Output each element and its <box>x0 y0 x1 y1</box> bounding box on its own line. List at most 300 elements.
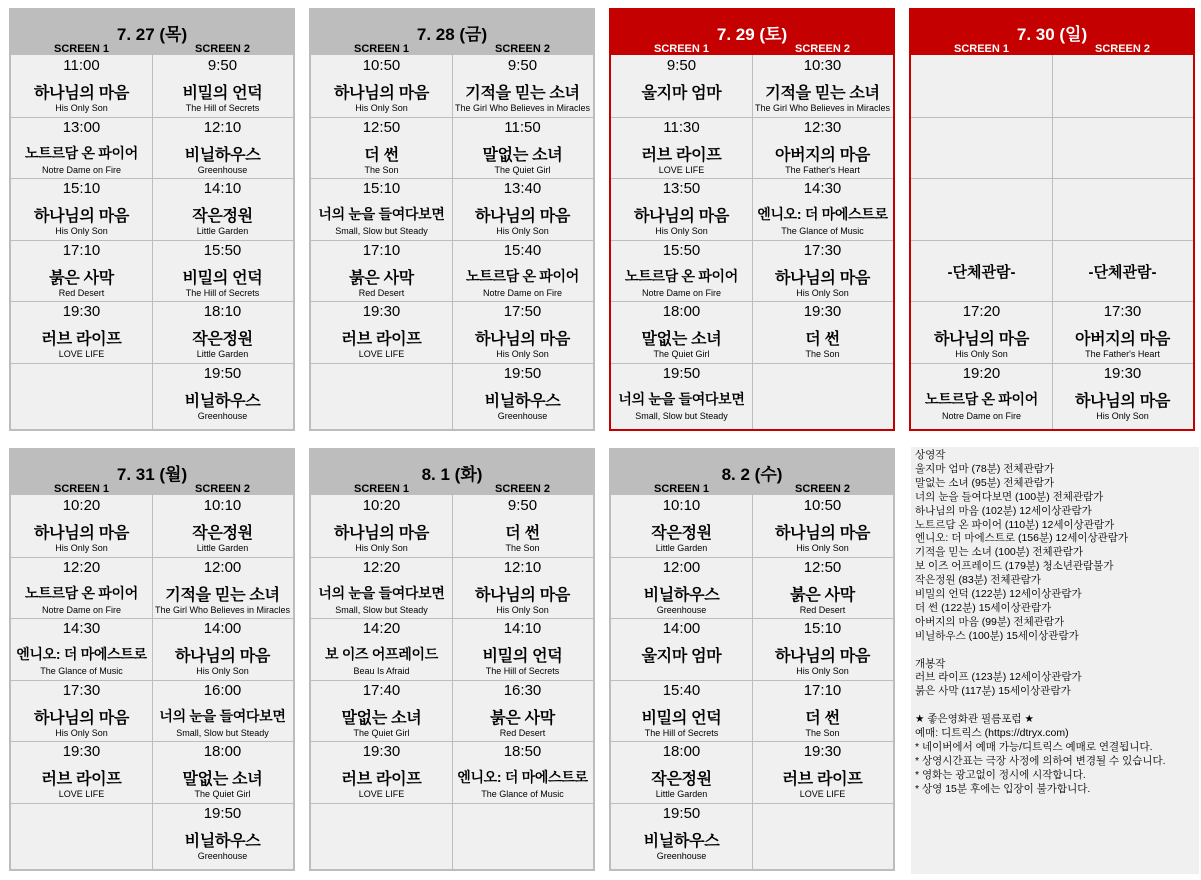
movie-title-en: Red Desert <box>799 605 846 615</box>
showtime-cell[interactable] <box>452 301 593 362</box>
movie-title-ko: 러브 라이프 <box>41 771 122 788</box>
showtime-cell[interactable] <box>911 55 1052 116</box>
show-time: 17:30 <box>1103 303 1142 320</box>
showtime-grid <box>311 55 593 429</box>
movie-title-en: His Only Son <box>55 543 108 553</box>
movie-title-en: The Glance of Music <box>481 789 564 799</box>
showtime-cell[interactable] <box>752 178 893 239</box>
movie-title-en: Greenhouse <box>497 411 548 421</box>
showtime-cell[interactable] <box>752 301 893 362</box>
show-time: 17:30 <box>803 242 842 259</box>
screen-label: SCREEN 2 <box>494 43 551 55</box>
show-time: 10:50 <box>803 497 842 514</box>
show-time: 14:30 <box>803 180 842 197</box>
movie-title-en: Greenhouse <box>197 411 248 421</box>
movie-title-ko: 비닐하우스 <box>643 833 720 850</box>
show-time: 15:50 <box>662 242 701 259</box>
movie-title-ko: 노트르담 온 파이어 <box>466 268 579 284</box>
movie-title-en: Beau Is Afraid <box>353 666 410 676</box>
showtime-cell[interactable] <box>611 178 752 239</box>
showtime-cell[interactable] <box>752 741 893 802</box>
info-line: 비닐하우스 (100분) 15세이상관람가 <box>915 629 1079 642</box>
showtime-cell[interactable] <box>11 240 152 301</box>
showtime-cell[interactable] <box>11 680 152 741</box>
show-time: 11:30 <box>663 119 700 136</box>
movie-title-en: The Girl Who Believes in Miracles <box>454 103 591 113</box>
showtime-cell[interactable] <box>752 618 893 679</box>
showtime-cell[interactable] <box>452 741 593 802</box>
screen-label: SCREEN 1 <box>653 43 710 55</box>
day-panel <box>309 448 595 871</box>
showtime-cell[interactable] <box>611 495 752 556</box>
day-header <box>311 10 593 55</box>
day-header <box>911 10 1193 55</box>
info-panel <box>911 447 1199 874</box>
show-time: 19:30 <box>362 743 401 760</box>
info-line: 예매: 디트릭스 (https://dtryx.com) <box>915 727 1069 740</box>
movie-title-en: Notre Dame on Fire <box>482 288 563 298</box>
showtime-cell[interactable] <box>452 618 593 679</box>
movie-title-en: Greenhouse <box>656 851 707 861</box>
movie-title-en: The Quiet Girl <box>494 165 551 175</box>
day-panel <box>909 8 1195 431</box>
show-time: 12:50 <box>362 119 401 136</box>
info-line: * 네이버에서 예매 가능/디트릭스 예매로 연결됩니다. <box>915 741 1153 753</box>
showtime-cell[interactable] <box>11 495 152 556</box>
showtime-cell[interactable] <box>1052 55 1193 116</box>
movie-title-en: The Son <box>805 728 840 738</box>
show-time: 15:40 <box>662 682 701 699</box>
showtime-cell[interactable] <box>152 680 293 741</box>
movie-title-ko: 러브 라이프 <box>341 771 422 788</box>
movie-title-ko: 비닐하우스 <box>184 393 261 410</box>
movie-title-ko: 너의 눈을 들여다보면 <box>618 391 745 407</box>
showtime-cell[interactable] <box>152 117 293 178</box>
day-date: 7. 30 (일) <box>1016 25 1088 44</box>
movie-title-en: The Hill of Secrets <box>185 288 260 298</box>
movie-title-ko: 하나님의 마음 <box>1074 393 1171 410</box>
movie-title-ko: 너의 눈을 들여다보면 <box>318 585 445 601</box>
movie-title-en: LOVE LIFE <box>358 789 405 799</box>
info-line: * 영화는 광고없이 정시에 시작합니다. <box>915 768 1086 781</box>
show-time: 17:20 <box>962 303 1001 320</box>
showtime-cell[interactable] <box>611 240 752 301</box>
showtime-cell[interactable] <box>452 557 593 618</box>
showtime-cell[interactable] <box>311 55 452 116</box>
movie-title-ko: 하나님의 마음 <box>174 648 271 665</box>
day-date: 7. 28 (금) <box>416 25 488 44</box>
showtime-cell[interactable] <box>311 240 452 301</box>
showtime-cell[interactable] <box>1052 117 1193 178</box>
movie-title-ko: 하나님의 마음 <box>33 85 130 102</box>
info-line: 너의 눈을 들여다보면 (100분) 전체관람가 <box>915 490 1104 503</box>
show-time: 19:30 <box>62 303 101 320</box>
show-time: 9:50 <box>207 57 238 74</box>
screen-label: SCREEN 2 <box>1094 43 1151 55</box>
movie-title-ko: 비밀의 언덕 <box>182 270 263 287</box>
info-line <box>915 699 1195 713</box>
movie-title-ko: 기적을 믿는 소녀 <box>765 85 880 102</box>
show-time: 10:10 <box>203 497 242 514</box>
movie-title-en: Notre Dame on Fire <box>941 411 1022 421</box>
show-time: 11:50 <box>504 119 541 136</box>
movie-title-ko: 기적을 믿는 소녀 <box>465 85 580 102</box>
showtime-cell[interactable] <box>152 495 293 556</box>
movie-title-ko: 보 이즈 어프레이드 <box>325 646 438 662</box>
showtime-cell[interactable] <box>752 495 893 556</box>
show-time: 12:00 <box>662 559 701 576</box>
movie-title-en: His Only Son <box>196 666 249 676</box>
movie-title-ko: 더 썬 <box>364 147 399 164</box>
show-time: 16:30 <box>503 682 542 699</box>
showtime-cell[interactable] <box>452 680 593 741</box>
showtime-cell[interactable] <box>911 178 1052 239</box>
movie-title-ko: 비닐하우스 <box>643 587 720 604</box>
showtime-cell[interactable] <box>611 117 752 178</box>
show-time: 13:50 <box>662 180 701 197</box>
day-date: 8. 1 (화) <box>421 465 483 484</box>
show-time: 15:40 <box>503 242 542 259</box>
movie-title-ko: 붉은 사막 <box>49 270 114 287</box>
movie-title-en: The Quiet Girl <box>353 728 410 738</box>
info-line: 상영작 <box>915 449 946 461</box>
movie-title-ko: 말없는 소녀 <box>341 710 422 727</box>
movie-title-ko: 비닐하우스 <box>484 393 561 410</box>
movie-title-ko: 엔니오: 더 마에스트로 <box>457 769 588 785</box>
showtime-cell[interactable] <box>11 741 152 802</box>
screen-label: SCREEN 2 <box>794 483 851 495</box>
showtime-cell[interactable] <box>152 363 293 424</box>
showtime-cell[interactable] <box>452 178 593 239</box>
movie-title-en: His Only Son <box>496 226 549 236</box>
show-time: 19:50 <box>662 365 701 382</box>
day-panel <box>9 448 295 871</box>
movie-title-en: The Son <box>505 543 540 553</box>
movie-title-ko: 비밀의 언덕 <box>182 85 263 102</box>
info-line: 러브 라이프 (123분) 12세이상관람가 <box>915 671 1082 684</box>
show-time: 12:30 <box>803 119 842 136</box>
info-line <box>915 644 1195 658</box>
showtime-cell[interactable] <box>152 178 293 239</box>
movie-title-en: Small, Slow but Steady <box>635 411 728 421</box>
movie-title-en: Little Garden <box>196 349 249 359</box>
movie-title-en: Notre Dame on Fire <box>41 165 122 175</box>
info-line: 노트르담 온 파이어 (110분) 12세이상관람가 <box>915 518 1115 531</box>
show-time: 10:10 <box>662 497 701 514</box>
movie-title-en: Red Desert <box>499 728 546 738</box>
showtime-cell[interactable] <box>311 301 452 362</box>
info-line: 비밀의 언덕 (122분) 12세이상관람가 <box>915 588 1082 601</box>
showtime-cell[interactable] <box>1052 363 1193 424</box>
movie-title-ko: 작은정원 <box>651 771 712 788</box>
info-line: 기적을 믿는 소녀 (100분) 전체관람가 <box>915 546 1084 559</box>
day-header <box>611 450 893 495</box>
showtime-cell[interactable] <box>452 240 593 301</box>
show-time: 15:10 <box>62 180 101 197</box>
showtime-cell[interactable] <box>152 741 293 802</box>
showtime-cell[interactable] <box>911 301 1052 362</box>
movie-title-ko: 아버지의 마음 <box>1074 331 1171 348</box>
show-time: 12:00 <box>203 559 242 576</box>
showtime-cell[interactable] <box>11 618 152 679</box>
show-time: 19:20 <box>962 365 1001 382</box>
showtime-cell[interactable] <box>752 55 893 116</box>
movie-title-en: LOVE LIFE <box>658 165 705 175</box>
movie-title-en: Greenhouse <box>197 165 248 175</box>
show-time: 16:00 <box>203 682 242 699</box>
movie-title-ko: 러브 라이프 <box>41 331 122 348</box>
movie-title-en: Notre Dame on Fire <box>641 288 722 298</box>
movie-title-en: LOVE LIFE <box>58 789 105 799</box>
movie-title-en: The Quiet Girl <box>194 789 251 799</box>
movie-title-ko: 하나님의 마음 <box>474 331 571 348</box>
showtime-grid <box>611 55 893 429</box>
showtime-cell[interactable] <box>311 741 452 802</box>
movie-title-en: Little Garden <box>655 789 708 799</box>
screen-label: SCREEN 2 <box>194 43 251 55</box>
showtime-cell[interactable] <box>11 117 152 178</box>
showtime-cell[interactable] <box>611 557 752 618</box>
showtime-cell[interactable] <box>752 680 893 741</box>
movie-title-ko: 하나님의 마음 <box>33 710 130 727</box>
info-line: 울지마 엄마 (78분) 전체관람가 <box>915 462 1054 475</box>
showtime-cell[interactable] <box>11 55 152 116</box>
movie-title-en: LOVE LIFE <box>358 349 405 359</box>
showtime-cell[interactable] <box>752 240 893 301</box>
movie-title-en: His Only Son <box>796 543 849 553</box>
showtime-cell[interactable] <box>452 55 593 116</box>
info-line: 개봉작 <box>915 657 946 670</box>
showtime-cell[interactable] <box>311 680 452 741</box>
movie-title-en: Greenhouse <box>197 851 248 861</box>
showtime-cell[interactable] <box>611 741 752 802</box>
movie-title-ko: 하나님의 마음 <box>774 525 871 542</box>
showtime-grid <box>11 495 293 869</box>
showtime-cell[interactable] <box>911 363 1052 424</box>
movie-title-ko: 말없는 소녀 <box>641 331 722 348</box>
movie-title-en: The Son <box>364 165 399 175</box>
movie-title-en: His Only Son <box>496 349 549 359</box>
screen-label: SCREEN 1 <box>53 483 110 495</box>
movie-title-en: Notre Dame on Fire <box>41 605 122 615</box>
movie-title-ko: 하나님의 마음 <box>774 270 871 287</box>
showtime-cell[interactable] <box>311 495 452 556</box>
showtime-cell[interactable] <box>152 803 293 864</box>
day-date: 7. 29 (토) <box>716 25 788 44</box>
movie-title-ko: 비닐하우스 <box>184 147 261 164</box>
movie-title-ko: 노트르담 온 파이어 <box>25 585 138 601</box>
showtime-grid <box>11 55 293 429</box>
showtime-cell[interactable] <box>911 240 1052 301</box>
movie-title-ko: 더 썬 <box>805 710 840 727</box>
show-time: 19:50 <box>203 805 242 822</box>
info-line: 더 썬 (122분) 15세이상관람가 <box>915 601 1052 614</box>
movie-title-ko: 작은정원 <box>192 331 253 348</box>
screen-label: SCREEN 1 <box>653 483 710 495</box>
showtime-cell[interactable] <box>611 618 752 679</box>
info-line: 하나님의 마음 (102분) 12세이상관람가 <box>915 504 1092 517</box>
movie-title-en: His Only Son <box>355 103 408 113</box>
show-time: 12:10 <box>203 119 242 136</box>
movie-title-ko: 작은정원 <box>651 525 712 542</box>
showtime-cell[interactable] <box>611 680 752 741</box>
info-line: 작은정원 (83분) 전체관람가 <box>915 574 1041 587</box>
showtime-cell[interactable] <box>11 557 152 618</box>
movie-title-en: His Only Son <box>496 605 549 615</box>
show-time: 9:50 <box>666 57 697 74</box>
showtime-cell[interactable] <box>152 557 293 618</box>
show-time: 13:00 <box>62 119 101 136</box>
movie-title-en: The Quiet Girl <box>653 349 710 359</box>
info-line: 엔니오: 더 마에스트로 (156분) 12세이상관람가 <box>915 532 1129 545</box>
showtime-cell[interactable] <box>152 618 293 679</box>
showtime-cell[interactable] <box>11 301 152 362</box>
movie-title-ko: 노트르담 온 파이어 <box>625 268 738 284</box>
showtime-cell[interactable] <box>611 363 752 424</box>
day-panel <box>9 8 295 431</box>
showtime-cell[interactable] <box>311 557 452 618</box>
showtime-cell[interactable] <box>311 178 452 239</box>
showtime-cell[interactable] <box>611 803 752 864</box>
movie-title-ko: 더 썬 <box>505 525 540 542</box>
showtime-cell[interactable] <box>152 301 293 362</box>
screen-label: SCREEN 2 <box>494 483 551 495</box>
showtime-cell[interactable] <box>1052 240 1193 301</box>
movie-title-ko: 비밀의 언덕 <box>482 648 563 665</box>
show-time: 14:10 <box>203 180 242 197</box>
day-panel <box>309 8 595 431</box>
movie-title-en: The Hill of Secrets <box>644 728 719 738</box>
movie-title-ko: 하나님의 마음 <box>474 208 571 225</box>
movie-title-en: His Only Son <box>655 226 708 236</box>
movie-title-en: Small, Slow but Steady <box>335 605 428 615</box>
showtime-cell[interactable] <box>152 55 293 116</box>
day-header <box>11 450 293 495</box>
movie-title-ko: 러브 라이프 <box>341 331 422 348</box>
showtime-cell[interactable] <box>452 495 593 556</box>
screen-label: SCREEN 1 <box>353 43 410 55</box>
info-line: 보 이즈 어프레이드 (179분) 청소년관람불가 <box>915 560 1114 573</box>
row-divider <box>311 803 593 804</box>
movie-title-ko: 비밀의 언덕 <box>641 710 722 727</box>
day-header <box>311 450 593 495</box>
info-line: ★ 좋은영화관 필름포럼 ★ <box>915 713 1034 726</box>
movie-title-en: The Girl Who Believes in Miracles <box>754 103 891 113</box>
show-time: 19:30 <box>803 743 842 760</box>
group-viewing-label: -단체관람- <box>947 264 1016 281</box>
movie-title-ko: 붉은 사막 <box>349 270 414 287</box>
movie-title-ko: 말없는 소녀 <box>182 771 263 788</box>
showtime-cell[interactable] <box>911 117 1052 178</box>
show-time: 19:30 <box>362 303 401 320</box>
info-line: * 상영 15분 후에는 입장이 불가합니다. <box>915 782 1091 795</box>
show-time: 18:00 <box>662 303 701 320</box>
screen-label: SCREEN 1 <box>53 43 110 55</box>
movie-title-en: Small, Slow but Steady <box>335 226 428 236</box>
movie-title-en: Red Desert <box>358 288 405 298</box>
showtime-cell[interactable] <box>452 363 593 424</box>
day-header <box>11 10 293 55</box>
movie-title-ko: 울지마 엄마 <box>641 648 722 665</box>
show-time: 19:30 <box>62 743 101 760</box>
movie-title-en: Little Garden <box>196 543 249 553</box>
movie-title-ko: 엔니오: 더 마에스트로 <box>16 646 147 662</box>
showtime-cell[interactable] <box>1052 178 1193 239</box>
showtime-cell[interactable] <box>752 117 893 178</box>
movie-title-ko: 하나님의 마음 <box>774 648 871 665</box>
showtime-grid <box>911 55 1193 429</box>
showtime-cell[interactable] <box>611 301 752 362</box>
movie-title-en: His Only Son <box>796 288 849 298</box>
showtime-cell[interactable] <box>452 117 593 178</box>
show-time: 9:50 <box>507 497 538 514</box>
show-time: 14:00 <box>203 620 242 637</box>
show-time: 18:00 <box>203 743 242 760</box>
show-time: 12:20 <box>362 559 401 576</box>
showtime-cell[interactable] <box>611 55 752 116</box>
show-time: 17:40 <box>362 682 401 699</box>
movie-title-ko: 하나님의 마음 <box>333 85 430 102</box>
movie-title-en: Small, Slow but Steady <box>176 728 269 738</box>
day-panel <box>609 448 895 871</box>
showtime-cell[interactable] <box>752 557 893 618</box>
show-time: 19:50 <box>662 805 701 822</box>
movie-title-en: The Father's Heart <box>1085 349 1160 359</box>
day-date: 7. 27 (목) <box>116 25 188 44</box>
show-time: 17:10 <box>362 242 401 259</box>
showtime-cell[interactable] <box>1052 301 1193 362</box>
movie-title-en: The Son <box>805 349 840 359</box>
movie-title-en: Little Garden <box>196 226 249 236</box>
day-header <box>611 10 893 55</box>
show-time: 15:10 <box>803 620 842 637</box>
show-time: 17:10 <box>62 242 101 259</box>
show-time: 12:10 <box>503 559 542 576</box>
show-time: 13:40 <box>503 180 542 197</box>
info-line: 말없는 소녀 (95분) 전체관람가 <box>915 476 1054 489</box>
showtime-cell[interactable] <box>11 178 152 239</box>
showtime-cell[interactable] <box>311 618 452 679</box>
show-time: 18:10 <box>203 303 242 320</box>
movie-title-ko: 울지마 엄마 <box>641 85 722 102</box>
movie-title-ko: 하나님의 마음 <box>633 208 730 225</box>
movie-title-ko: 말없는 소녀 <box>482 147 563 164</box>
movie-title-en: LOVE LIFE <box>799 789 846 799</box>
show-time: 15:50 <box>203 242 242 259</box>
show-time: 14:00 <box>662 620 701 637</box>
show-time: 10:50 <box>362 57 401 74</box>
showtime-cell[interactable] <box>152 240 293 301</box>
show-time: 10:30 <box>803 57 842 74</box>
show-time: 19:50 <box>503 365 542 382</box>
show-time: 18:50 <box>503 743 542 760</box>
movie-title-en: His Only Son <box>355 543 408 553</box>
movie-title-ko: 하나님의 마음 <box>33 525 130 542</box>
show-time: 10:20 <box>362 497 401 514</box>
showtime-grid <box>311 495 593 869</box>
movie-title-ko: 하나님의 마음 <box>33 208 130 225</box>
screen-label: SCREEN 1 <box>353 483 410 495</box>
show-time: 10:20 <box>62 497 101 514</box>
movie-title-ko: 러브 라이프 <box>641 147 722 164</box>
showtime-cell[interactable] <box>311 117 452 178</box>
show-time: 14:30 <box>62 620 101 637</box>
info-line: 아버지의 마음 (99분) 전체관람가 <box>915 615 1065 628</box>
day-panel <box>609 8 895 431</box>
day-date: 7. 31 (월) <box>116 465 188 484</box>
movie-title-ko: 엔니오: 더 마에스트로 <box>757 206 888 222</box>
info-line: 붉은 사막 (117분) 15세이상관람가 <box>915 685 1071 698</box>
